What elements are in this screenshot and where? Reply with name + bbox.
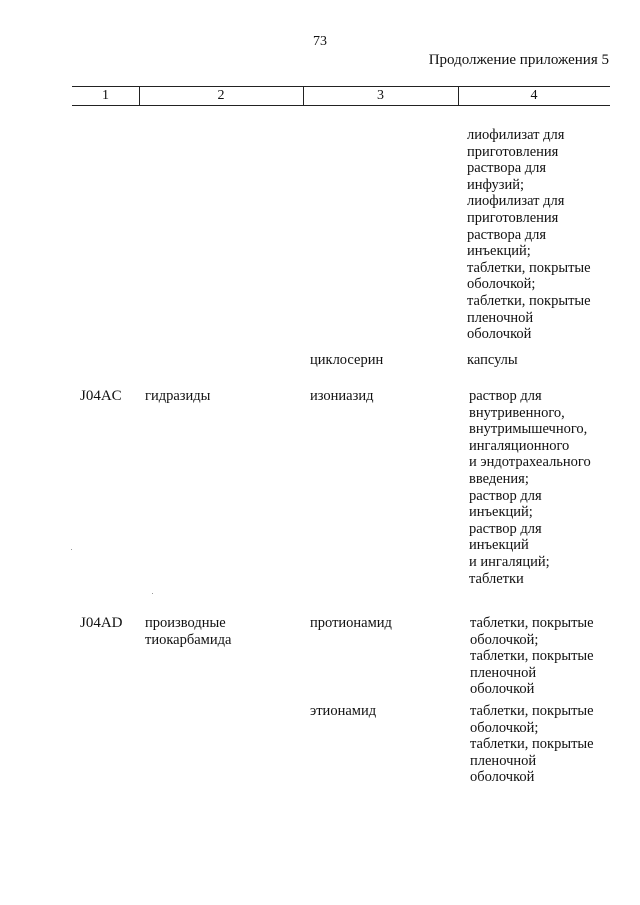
drug-name-ethionamide: этионамид: [310, 703, 377, 719]
scan-speck: [71, 549, 72, 550]
drug-name-isoniazid: изониазид: [310, 388, 374, 404]
page-number: 73: [313, 34, 327, 49]
dosage-forms-ethionamide: таблетки, покрытые оболочкой; таблетки, покрытые пленочной оболочкой: [470, 703, 594, 786]
dosage-forms-isoniazid: раствор для внутривенного, внутримышечного, ингаляционного и эндотрахеального введения; раствор для инъекций; раствор для инъекций и ингаляций; таблетки: [469, 388, 591, 587]
atc-code-j04ac: J04AC: [80, 388, 122, 404]
table-header: [72, 86, 610, 106]
group-name-thiocarbamide-derivatives: производные тиокарбамида: [145, 615, 232, 648]
atc-code-j04ad: J04AD: [80, 615, 123, 631]
dosage-forms-cycloserine: капсулы: [467, 352, 518, 368]
column-header-2: 2: [217, 88, 225, 103]
column-header-4: 4: [530, 88, 538, 103]
group-name-hydrazides: гидразиды: [145, 388, 211, 404]
dosage-forms-continued: лиофилизат для приготовления раствора для инфузий; лиофилизат для приготовления раствора для инъекций; таблетки, покрытые оболочкой; таблетки, покрытые пленочной оболочкой: [467, 127, 591, 343]
dosage-forms-protionamide: таблетки, покрытые оболочкой; таблетки, покрытые пленочной оболочкой: [470, 615, 594, 698]
scan-speck: [152, 593, 153, 594]
drug-name-protionamide: протионамид: [310, 615, 392, 631]
column-header-1: 1: [102, 88, 109, 103]
continuation-title: Продолжение приложения 5: [428, 52, 609, 68]
column-header-3: 3: [377, 88, 384, 103]
drug-name-cycloserine: циклосерин: [310, 352, 384, 368]
